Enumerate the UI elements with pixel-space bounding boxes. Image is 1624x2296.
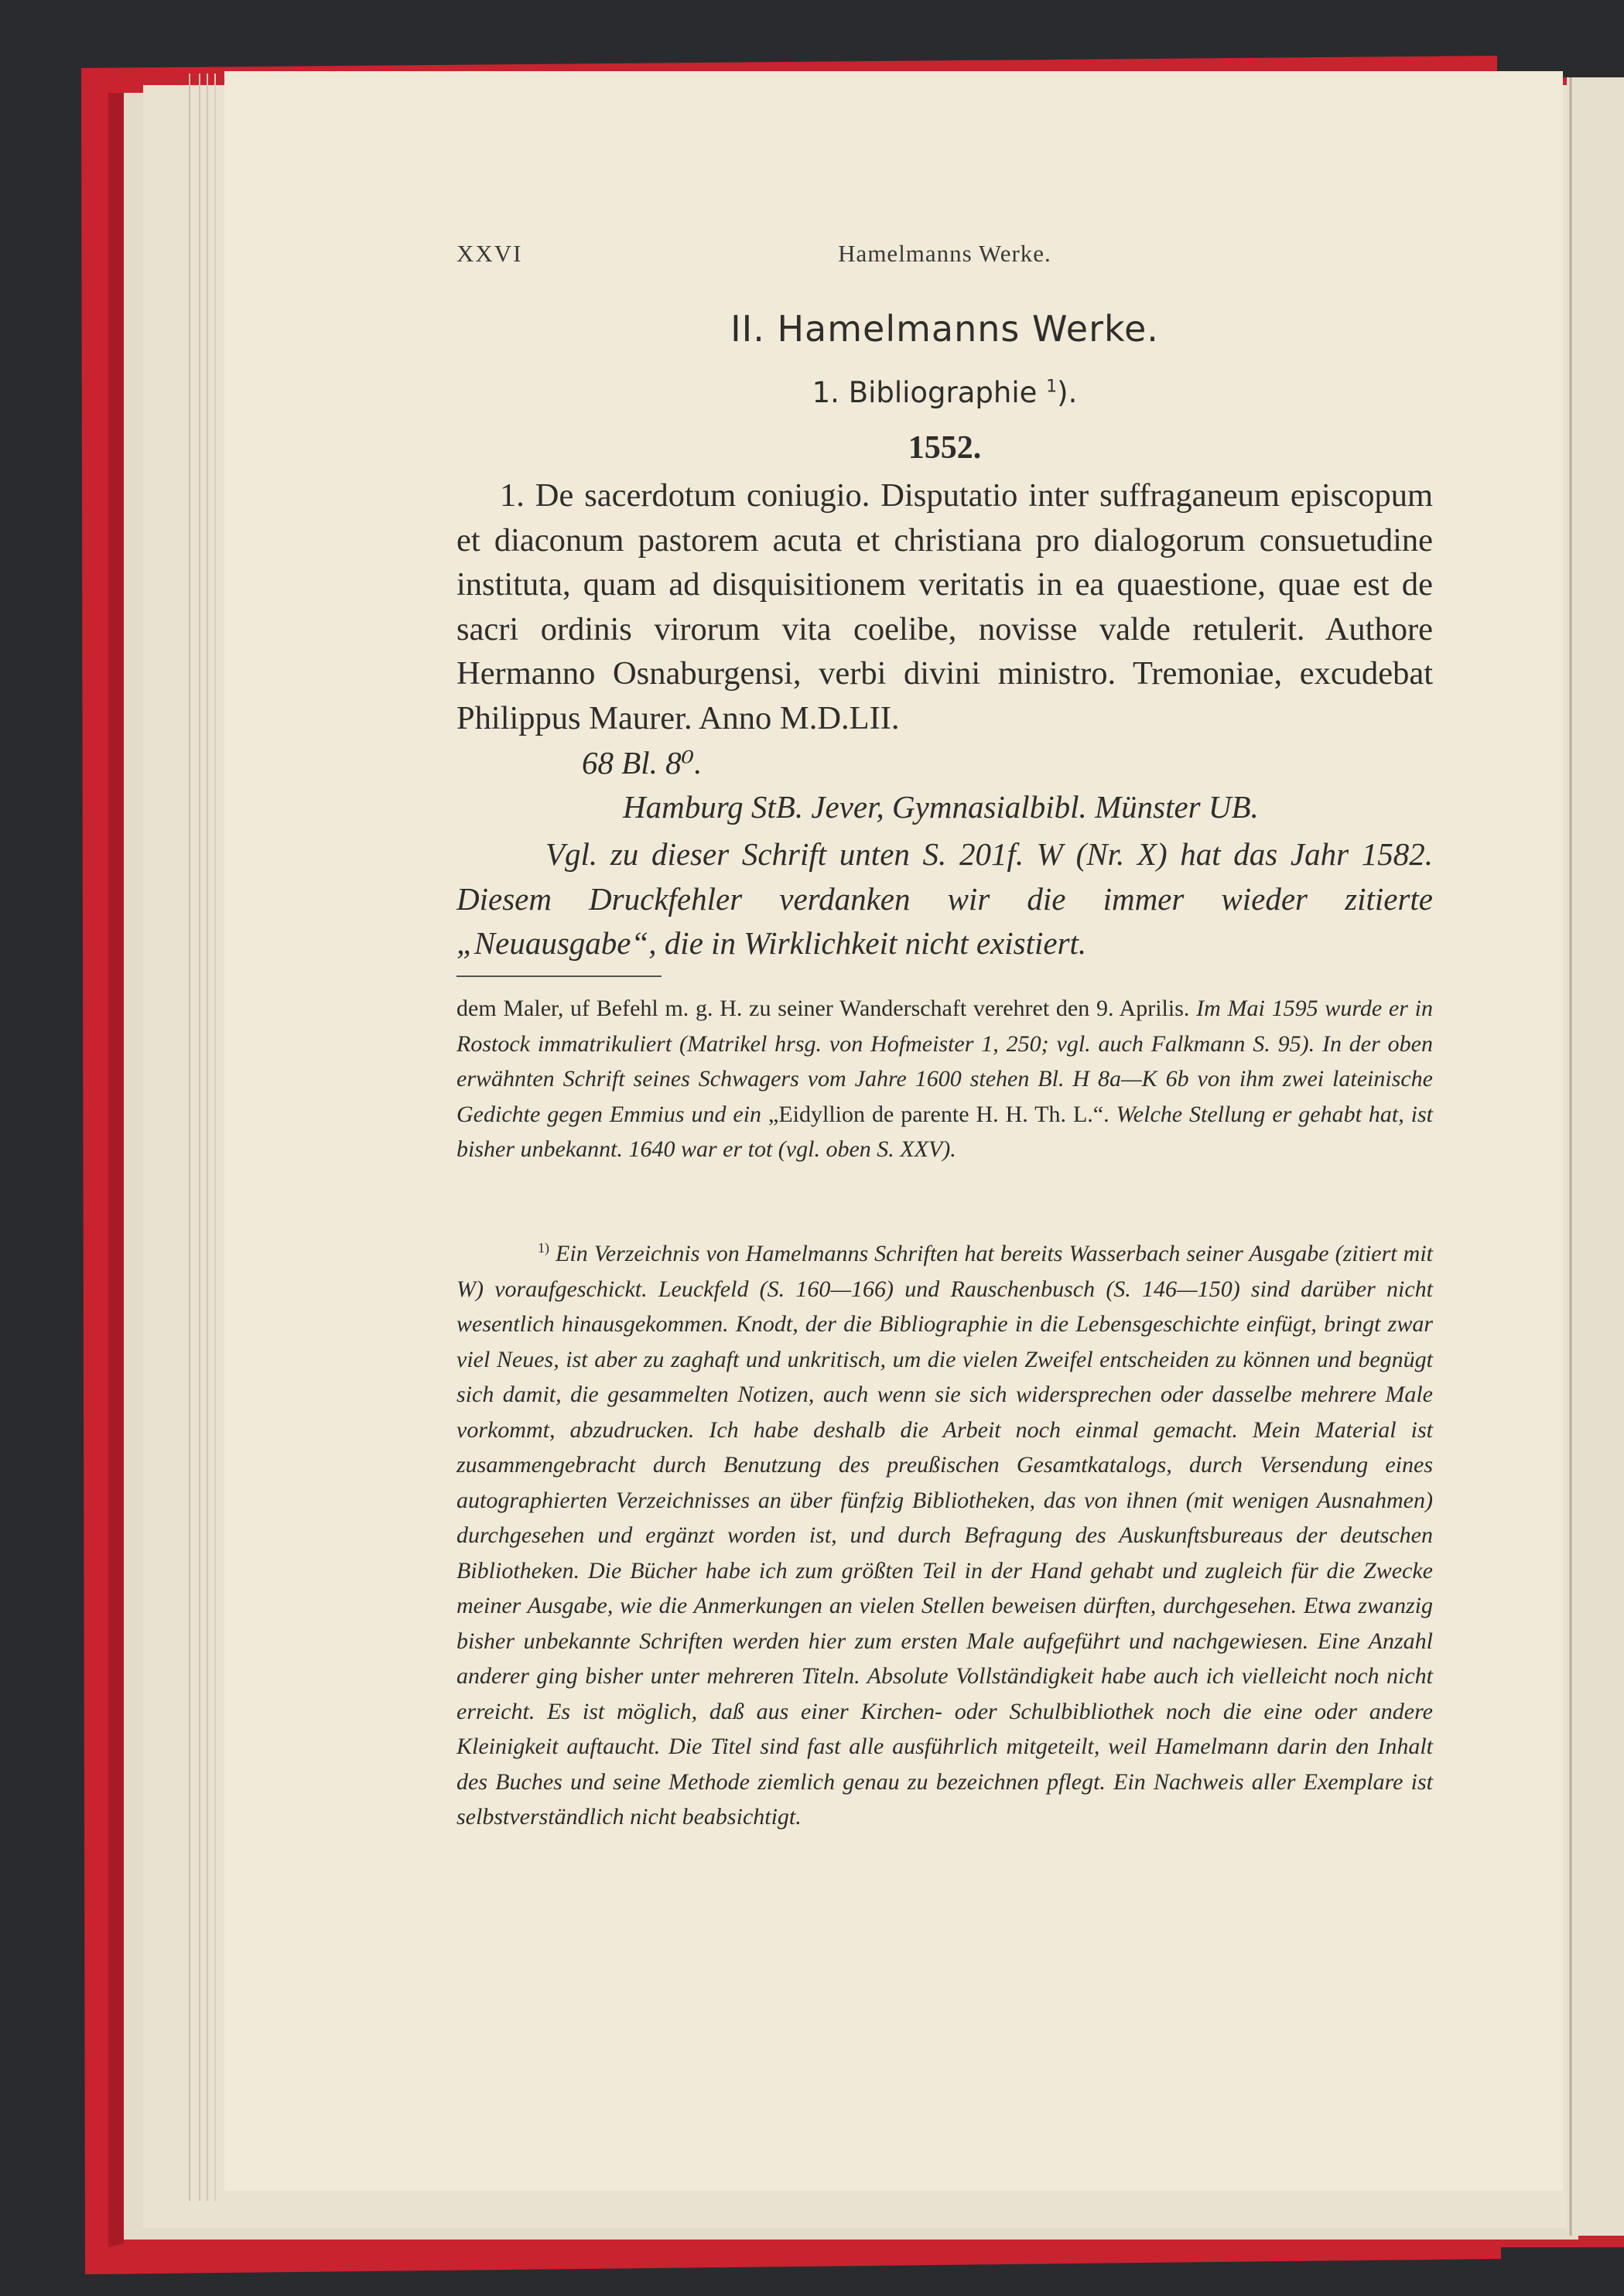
year-heading: 1552.: [908, 430, 982, 466]
entry-note: Vgl. zu dieser Schrift unten S. 201f. W (Nr. X) hat das Jahr 1582. Diesem Druckfehler verdanken wir die immer wieder zitierte „Neuausgabe“, die in Wirklichkeit nicht existiert.: [456, 836, 1433, 961]
entry-locations: Hamburg StB. Jever, Gymnasialbibl. Münster UB.: [623, 789, 1259, 825]
entry-title: 1. De sacerdotum coniugio. Disputatio inter suffraganeum episcopum et diaconum pastorem acuta et christiana pro dialogorum consuetudine instituta, quam ad disquisitionem veritatis in ea quaestione, quae est de sacri ordinis virorum vita coelibe, novisse valde retulerit. Authore Hermanno Osnaburgensi, verbi divini ministro. Tremoniae, excudebat Philippus Maurer. Anno M.D.LII.: [456, 477, 1433, 736]
footnote-1-text: Ein Verzeichnis von Hamelmanns Schriften hat bereits Wasserbach seiner Ausgabe (zitiert mit W) voraufgeschickt. Leuckfeld (S. 160—166) und Rauschenbusch (S. 146—150) sind darüber nicht wesentlich hinausgekommen. Knodt, der die Bibliographie in die Lebensgeschichte einfügt, bringt zwar viel Neues, ist aber zu zaghaft und unkritisch, um die vielen Zweifel entscheiden zu können und begnügt sich damit, die gesammelten Notizen, auch wenn sie sich widersprechen oder dasselbe mehrere Male vorkommt, abzudrucken. Ich habe deshalb die Arbeit noch einmal gemacht. Mein Material ist zusammengebracht durch Benutzung des preußischen Gesamtkatalogs, durch Versendung eines autographierten Verzeichnisses an über fünfzig Bibliotheken, das von ihnen (mit wenigen Ausnahmen) durchgesehen und ergänzt worden ist, und durch Befragung des Auskunftsbureaus der deutschen Bibliotheken. Die Bücher habe ich zum größten Teil in der Hand gehabt und zugleich für die Zwecke meiner Ausgabe, wie die Anmerkungen an vielen Stellen beweisen dürften, durchgesehen. Etwa zwanzig bisher unbekannte Schriften werden hier zum ersten Male aufgeführt und nachgewiesen. Eine Anzahl anderer ging bisher unter mehreren Titeln. Absolute Vollständigkeit habe auch ich vielleicht noch nicht erreicht. Es ist möglich, daß aus einer Kirchen- oder Schulbibliothek noch die eine oder andere Kleinigkeit auftaucht. Die Titel sind fast alle ausführlich mitgeteilt, weil Hamelmann darin den Inhalt des Buches und seine Methode ziemlich genau zu bezeichnen pflegt. Ein Nachweis aller Exemplare ist selbstverständlich nicht beabsichtigt.: [456, 1241, 1433, 1830]
entry-format: 68 Bl. 8⁰.: [582, 745, 703, 781]
footnote-cont-line-2: Im Mai 1595 wurde er in Rostock immatrikuliert (Matrikel hrsg. von Hofmeister 1, 250; vgl. auch Falkmann S. 95). In der oben erwähnten Schrift seines Schwagers vom Jahre 1600 stehen Bl. H 8a—K 6b von ihm zwei lateinische Gedichte gegen Emmius und ein: [456, 996, 1433, 1127]
footnote-1-mark: 1): [538, 1240, 549, 1256]
subsection-heading: [456, 376, 1433, 409]
footnote-cont-line-1: dem Maler, uf Befehl m. g. H. zu seiner Wanderschaft verehret den 9. Aprilis.: [456, 996, 1190, 1021]
footnote-cont-line-4: Welche Stellung er gehabt hat, ist bisher unbekannt. 1640 war er tot (vgl. oben S. XXV).: [456, 1101, 1434, 1162]
section-heading: II. Hamelmanns Werke.: [730, 308, 1159, 350]
running-title: Hamelmanns Werke.: [838, 240, 1051, 267]
subsection-title: 1. Bibliographie: [812, 376, 1038, 409]
page-number: XXVI: [456, 240, 523, 267]
footnote-cont-quote: „Eidyllion de parente H. H. Th. L.“.: [768, 1101, 1109, 1127]
subsection-tail: ).: [1057, 376, 1078, 409]
footnote-1: [456, 1231, 1433, 1835]
running-head: [456, 240, 1433, 278]
footnote-rule: [456, 975, 662, 977]
cover-shadow: [108, 93, 124, 2247]
footnote-continuation: [456, 991, 1433, 1167]
footnote-marker: 1: [1046, 377, 1058, 397]
bibliography-entry: [456, 473, 1433, 740]
right-page-edge: [1567, 77, 1624, 2236]
